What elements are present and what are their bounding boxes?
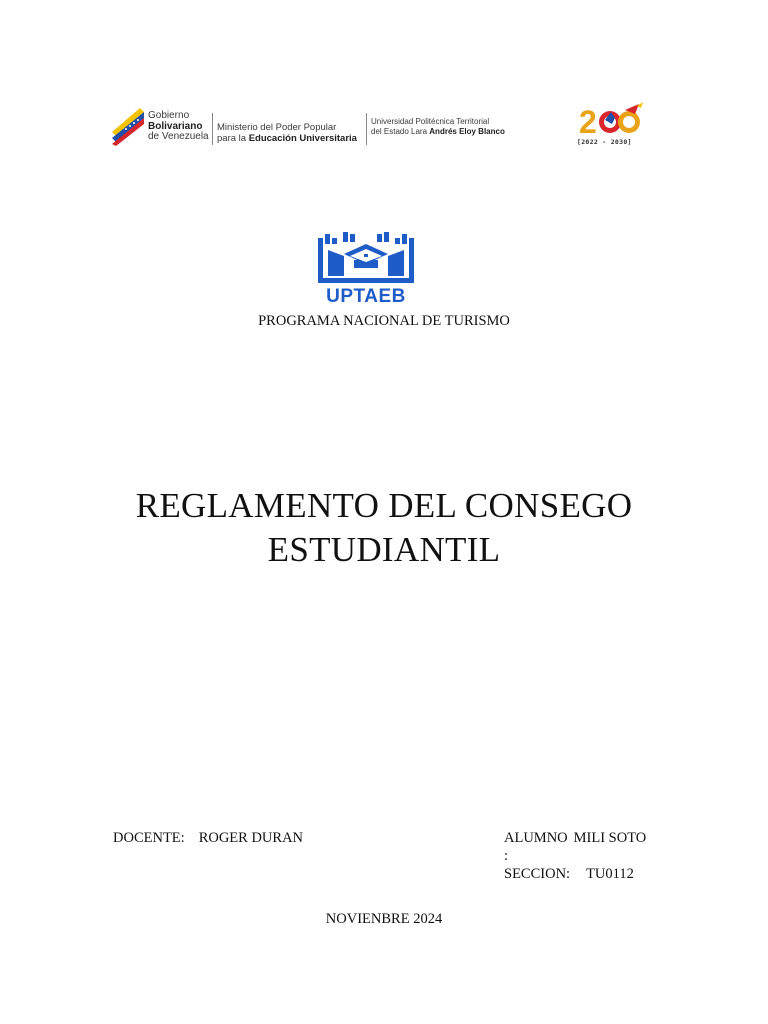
bicentennial-logo bbox=[577, 100, 647, 148]
docente-info bbox=[113, 829, 303, 847]
gov-line1: Gobierno bbox=[148, 110, 190, 121]
bicentennial-years: [2022 - 2030] bbox=[577, 138, 632, 146]
univ-line1: Universidad Politécnica Territorial bbox=[371, 117, 490, 126]
university-text bbox=[371, 117, 505, 137]
seccion-value: TU0112 bbox=[586, 866, 634, 882]
uptaeb-wordmark: UPTAEB bbox=[326, 286, 406, 307]
student-info bbox=[504, 829, 646, 883]
uptaeb-logo bbox=[314, 230, 418, 306]
docente-label: DOCENTE: bbox=[113, 830, 185, 846]
alumno-colon: : bbox=[504, 848, 509, 864]
seccion-row bbox=[504, 865, 646, 883]
alumno-value: MILI SOTO bbox=[573, 830, 647, 846]
docente-value: ROGER DURAN bbox=[198, 830, 304, 846]
university-building-icon bbox=[314, 230, 418, 286]
document-date: NOVIENBRE 2024 bbox=[325, 911, 443, 927]
bicentennial-emblem-icon bbox=[577, 100, 647, 138]
univ-line2: del Estado Lara Andrés Eloy Blanco bbox=[371, 127, 505, 136]
header-divider bbox=[366, 113, 367, 145]
header-divider bbox=[212, 113, 213, 145]
alumno-label: ALUMNO bbox=[504, 830, 568, 846]
document-title bbox=[0, 484, 768, 572]
ministry-line1: Ministerio del Poder Popular bbox=[217, 122, 337, 133]
gobierno-bolivariano-text bbox=[148, 111, 209, 143]
alumno-row bbox=[504, 829, 646, 847]
government-header-logo bbox=[110, 100, 515, 148]
program-name: PROGRAMA NACIONAL DE TURISMO bbox=[258, 313, 510, 329]
gov-line2: Bolivariano bbox=[148, 120, 203, 132]
venezuela-flag-icon bbox=[110, 102, 146, 146]
gov-line3: de Venezuela bbox=[148, 131, 209, 142]
seccion-label: SECCION: bbox=[504, 866, 571, 882]
title-line2: ESTUDIANTIL bbox=[267, 530, 501, 569]
ministry-text bbox=[217, 123, 357, 144]
svg-text:2: 2 bbox=[579, 104, 597, 138]
title-line1: REGLAMENTO DEL CONSEGO bbox=[135, 486, 633, 525]
ministry-line2: para la Educación Universitaria bbox=[217, 132, 357, 144]
